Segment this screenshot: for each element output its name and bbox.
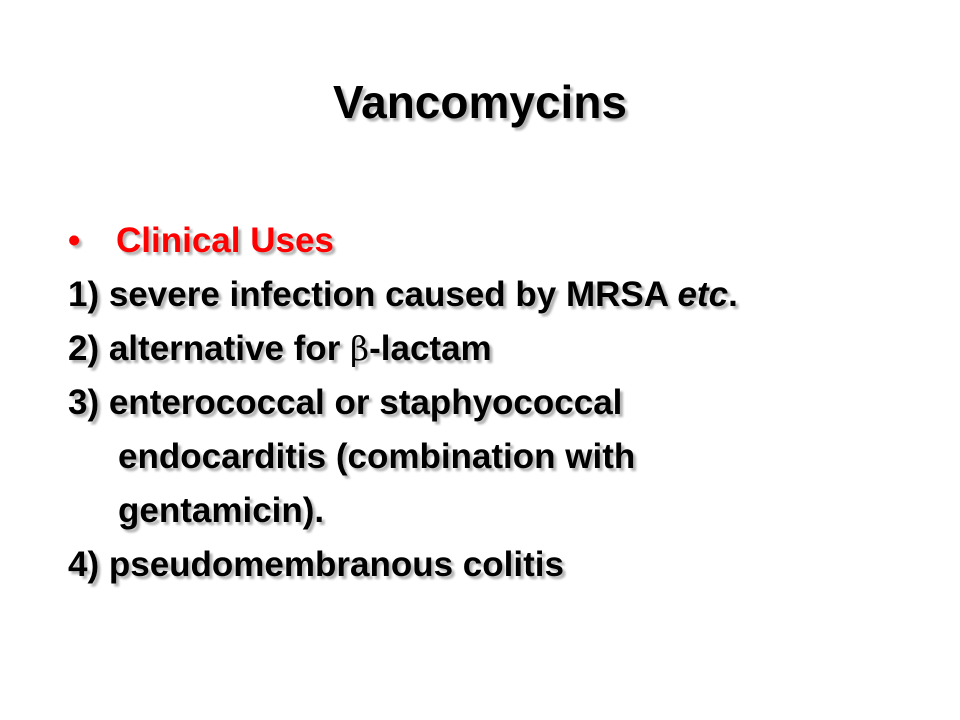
list-item-3 [68, 376, 948, 430]
beta-symbol: β [350, 329, 370, 368]
list-item-1-text: 1) severe infection caused by MRSA [68, 275, 678, 314]
list-item-1 [68, 268, 948, 322]
list-item-3-continuation [68, 484, 948, 538]
list-item-4-text: 4) pseudomembranous colitis [68, 545, 564, 584]
list-item-3-continuation [68, 430, 948, 484]
list-item-3-line-2: endocarditis (combination with [118, 437, 636, 476]
list-item-1-emphasis: etc [677, 275, 729, 314]
list-item-4 [68, 538, 948, 592]
bullet-heading [68, 214, 948, 268]
list-item-3-line-3: gentamicin). [118, 491, 325, 530]
list-item-2 [68, 322, 948, 376]
bullet-icon: • [68, 221, 81, 260]
list-item-1-end: . [728, 275, 738, 314]
list-item-2-before: 2) alternative for [68, 329, 351, 368]
list-item-2-after: -lactam [369, 329, 492, 368]
slide-title: Vancomycins [332, 76, 628, 128]
slide-body [68, 214, 948, 592]
list-item-3-line-1: 3) enterococcal or staphyococcal [68, 383, 623, 422]
bullet-heading-label: Clinical Uses [116, 221, 334, 260]
